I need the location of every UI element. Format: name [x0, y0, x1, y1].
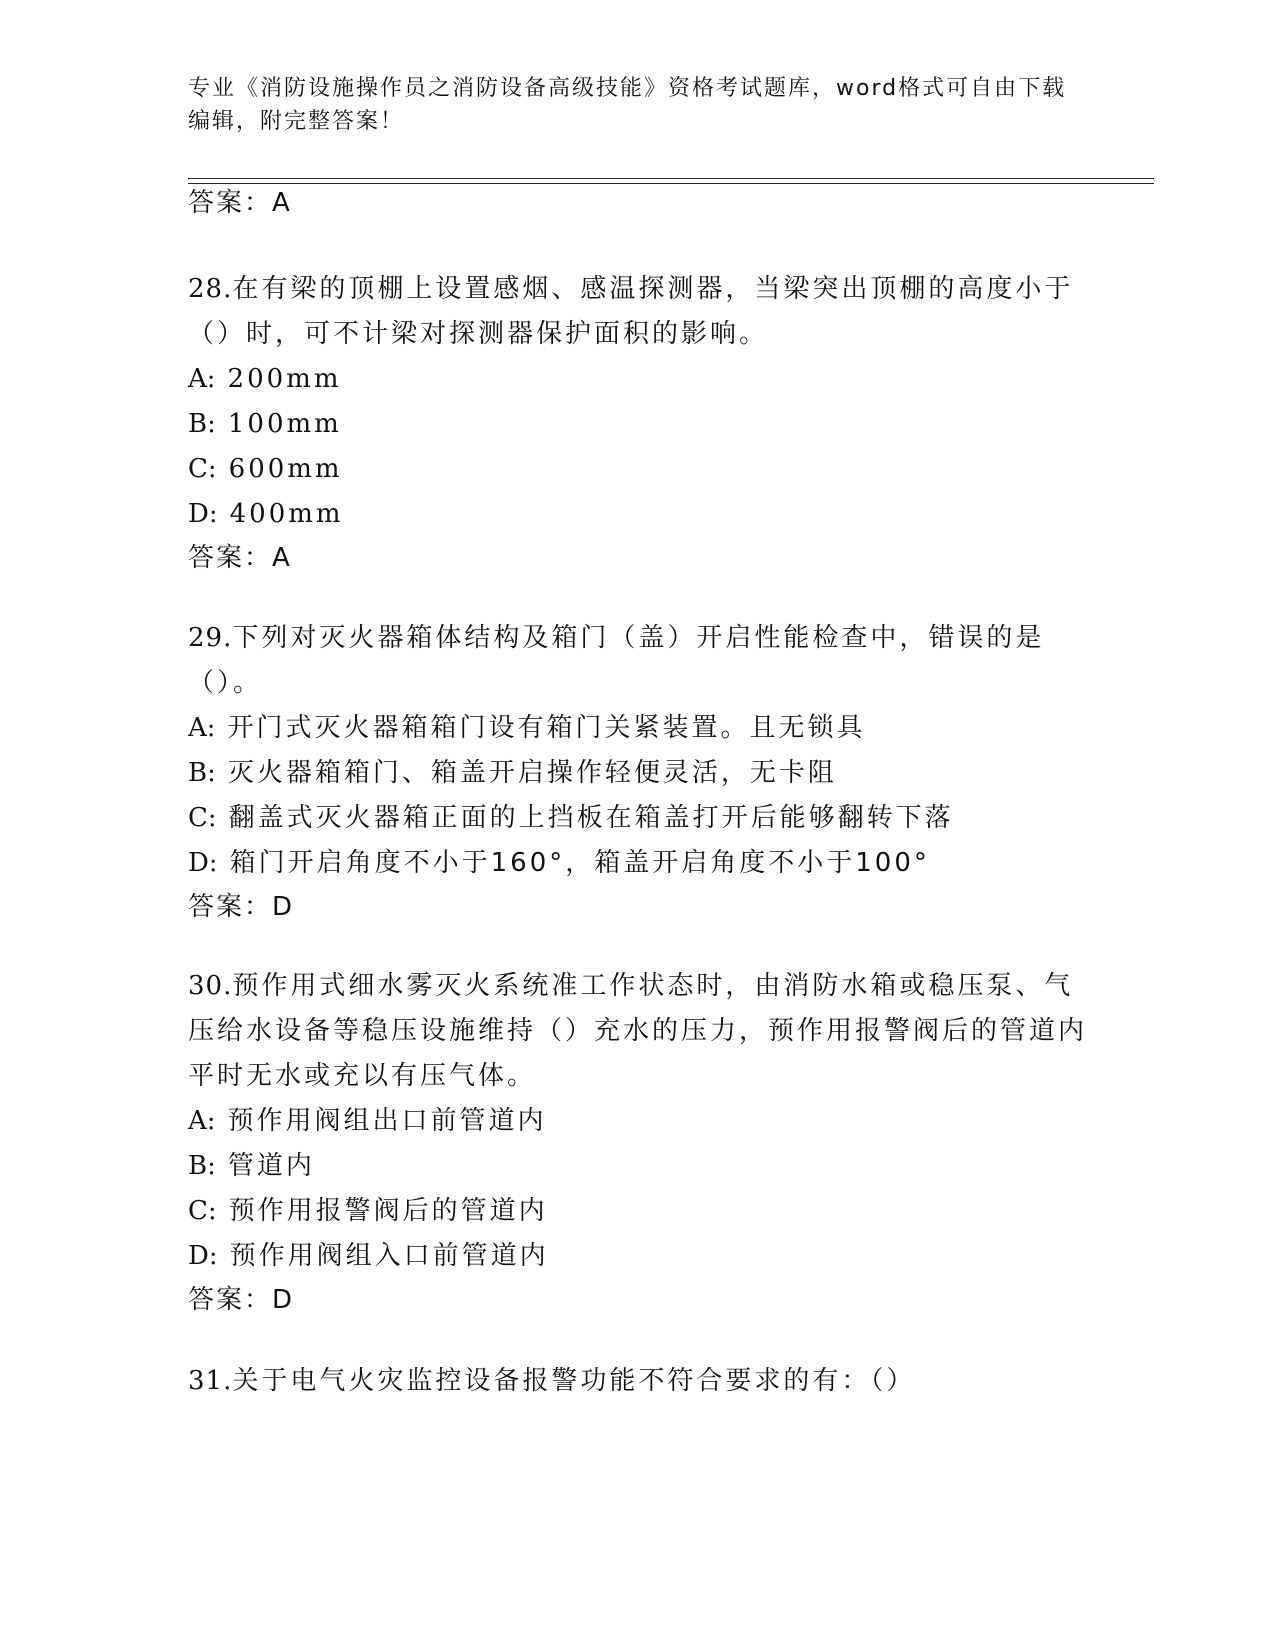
option-a [188, 357, 1088, 402]
option-key: A: [188, 1106, 216, 1136]
option-text: 预作用报警阀后的管道内 [228, 1196, 548, 1226]
options-list [188, 1099, 1088, 1279]
option-key: C: [188, 1196, 217, 1226]
question-number: 31. [188, 1366, 233, 1396]
option-key: D: [188, 499, 218, 529]
option-b [188, 402, 1088, 447]
question-number: 29. [188, 623, 233, 653]
option-key: D: [188, 848, 218, 878]
answer-28: 答案：A [188, 543, 292, 573]
question-text: 在有梁的顶棚上设置感烟、感温探测器，当梁突出顶棚的高度小于（）时，可不计梁对探测器保护面积的影响。 [188, 274, 1074, 349]
option-key: A: [188, 364, 216, 394]
options-list [188, 706, 1088, 886]
option-key: A: [188, 713, 216, 743]
option-b [188, 1144, 1088, 1189]
option-text: 翻盖式灭火器箱正面的上挡板在箱盖打开后能够翻转下落 [228, 803, 954, 833]
option-text: 100mm [227, 409, 342, 439]
option-a [188, 1099, 1088, 1144]
option-a [188, 706, 1088, 751]
option-key: B: [188, 758, 216, 788]
options-list [188, 357, 1088, 537]
option-key: B: [188, 409, 216, 439]
option-key: D: [188, 1241, 218, 1271]
answer-27: 答案：A [188, 188, 292, 218]
option-d [188, 492, 1088, 537]
option-c [188, 447, 1088, 492]
option-d [188, 841, 1088, 886]
question-31 [188, 1359, 1088, 1404]
option-b [188, 751, 1088, 796]
header-rule-bottom [188, 183, 1154, 184]
option-key: C: [188, 454, 217, 484]
question-stem [188, 267, 1088, 357]
option-c [188, 1189, 1088, 1234]
option-d [188, 1234, 1088, 1279]
question-text: 下列对灭火器箱体结构及箱门（盖）开启性能检查中，错误的是（）。 [188, 623, 1045, 698]
option-text: 200mm [227, 364, 342, 394]
question-stem [188, 1359, 1088, 1404]
option-text: 预作用阀组入口前管道内 [229, 1241, 549, 1271]
header-rule-top [188, 178, 1154, 179]
question-30 [188, 964, 1088, 1279]
answer-29: 答案：D [188, 892, 295, 922]
header-text: 专业《消防设施操作员之消防设备高级技能》资格考试题库，word格式可自由下载编辑，附完整答案！ [188, 76, 1067, 134]
question-text: 关于电气火灾监控设备报警功能不符合要求的有：（） [232, 1366, 916, 1396]
answer-30: 答案：D [188, 1285, 295, 1315]
question-number: 30. [188, 971, 233, 1001]
question-28 [188, 267, 1088, 537]
option-text: 400mm [229, 499, 344, 529]
question-stem [188, 964, 1088, 1099]
option-key: C: [188, 803, 217, 833]
question-text: 预作用式细水雾灭火系统准工作状态时，由消防水箱或稳压泵、气压给水设备等稳压设施维持（）充水的压力，预作用报警阀后的管道内平时无水或充以有压气体。 [188, 971, 1088, 1091]
option-text: 管道内 [227, 1151, 315, 1181]
option-key: B: [188, 1151, 216, 1181]
option-text: 灭火器箱箱门、箱盖开启操作轻便灵活，无卡阻 [227, 758, 837, 788]
option-text: 预作用阀组出口前管道内 [227, 1106, 547, 1136]
document-header [188, 72, 1068, 138]
question-stem [188, 616, 1088, 706]
option-text: 箱门开启角度不小于160°，箱盖开启角度不小于100° [229, 848, 930, 878]
option-text: 600mm [228, 454, 343, 484]
question-29 [188, 616, 1088, 886]
option-c [188, 796, 1088, 841]
question-number: 28. [188, 274, 233, 304]
option-text: 开门式灭火器箱箱门设有箱门关紧装置。且无锁具 [227, 713, 866, 743]
